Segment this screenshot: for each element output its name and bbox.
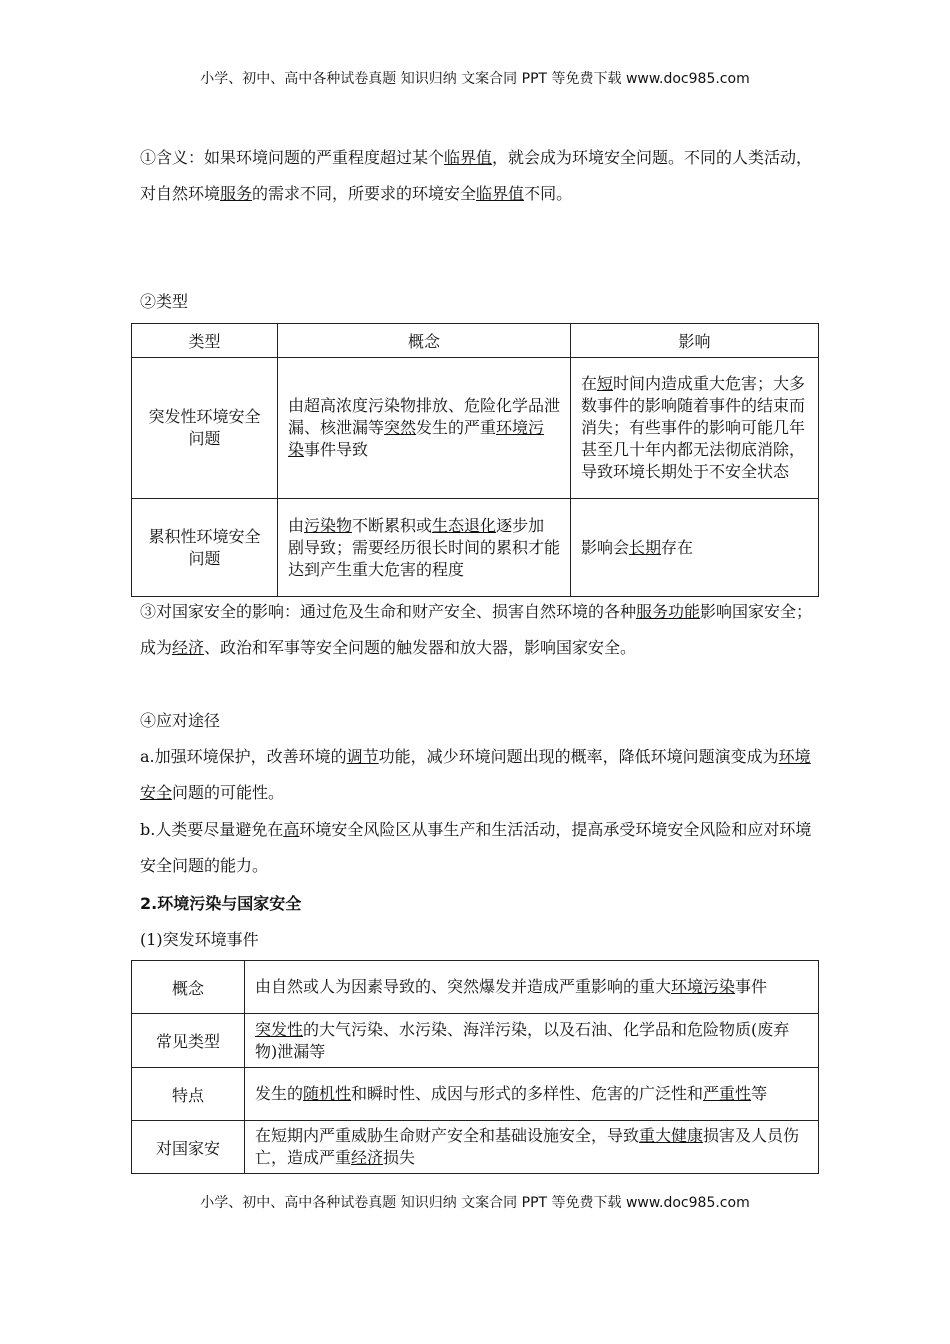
table-row xyxy=(132,1121,819,1174)
emergency-events-table xyxy=(131,960,819,1174)
table-cell: 在短时间内造成重大危害；大多数事件的影响随着事件的结束而消失；有些事件的影响可能几年甚至几十年内都无法彻底消除，导致环境长期处于不安全状态 xyxy=(571,358,819,499)
table-row xyxy=(132,499,819,597)
types-table xyxy=(131,323,819,597)
table-cell: 常见类型 xyxy=(132,1014,245,1068)
table-row xyxy=(132,1068,819,1121)
table-row xyxy=(132,1014,819,1068)
table-cell: 影响会长期存在 xyxy=(571,499,819,597)
paragraph-national-security-impact: ③对国家安全的影响：通过危及生命和财产安全、损害自然环境的各种服务功能影响国家安全；成为经济、政治和军事等安全问题的触发器和放大器，影响国家安全。 xyxy=(140,602,813,657)
paragraph-types-heading: ②类型 xyxy=(140,292,189,311)
table-cell: 概念 xyxy=(132,961,245,1014)
table-cell: 由超高浓度污染物排放、危险化学品泄漏、核泄漏等突然发生的严重环境污染事件导致 xyxy=(278,358,571,499)
table-row xyxy=(132,961,819,1014)
table-cell: 突发性的大气污染、水污染、海洋污染，以及石油、化学品和危险物质(废弃物)泄漏等 xyxy=(245,1014,819,1068)
table-cell: 对国家安 xyxy=(132,1121,245,1174)
table-cell: 由污染物不断累积或生态退化逐步加剧导致；需要经历很长时间的累积才能达到产生重大危害的程度 xyxy=(278,499,571,597)
table-cell: 发生的随机性和瞬时性、成因与形式的多样性、危害的广泛性和严重性等 xyxy=(245,1068,819,1121)
paragraph-response-heading: ④应对途径 xyxy=(140,711,221,730)
table-header-row xyxy=(132,324,819,358)
section-heading: 2.环境污染与国家安全 xyxy=(140,894,302,913)
table-header: 概念 xyxy=(278,324,571,358)
table-row xyxy=(132,358,819,499)
page-header: 小学、初中、高中各种试卷真题 知识归纳 文案合同 PPT 等免费下载 www.doc985.com xyxy=(200,71,750,87)
table-header: 类型 xyxy=(132,324,278,358)
page-footer: 小学、初中、高中各种试卷真题 知识归纳 文案合同 PPT 等免费下载 www.doc985.com xyxy=(200,1195,750,1211)
subsection-heading: (1)突发环境事件 xyxy=(140,930,259,949)
table-header: 影响 xyxy=(571,324,819,358)
table-cell: 累积性环境安全问题 xyxy=(132,499,278,597)
paragraph-definition: ①含义：如果环境问题的严重程度超过某个临界值，就会成为环境安全问题。不同的人类活动，对自然环境服务的需求不同，所要求的环境安全临界值不同。 xyxy=(140,148,813,203)
paragraph-response-a: a.加强环境保护，改善环境的调节功能，减少环境问题出现的概率，降低环境问题演变成为环境安全问题的可能性。 xyxy=(140,747,811,802)
table-cell: 在短期内严重威胁生命财产安全和基础设施安全，导致重大健康损害及人员伤亡，造成严重经济损失 xyxy=(245,1121,819,1174)
table-cell: 特点 xyxy=(132,1068,245,1121)
table-cell: 突发性环境安全问题 xyxy=(132,358,278,499)
table-cell: 由自然或人为因素导致的、突然爆发并造成严重影响的重大环境污染事件 xyxy=(245,961,819,1014)
paragraph-response-b: b.人类要尽量避免在高环境安全风险区从事生产和生活活动，提高承受环境安全风险和应对环境安全问题的能力。 xyxy=(140,820,812,875)
